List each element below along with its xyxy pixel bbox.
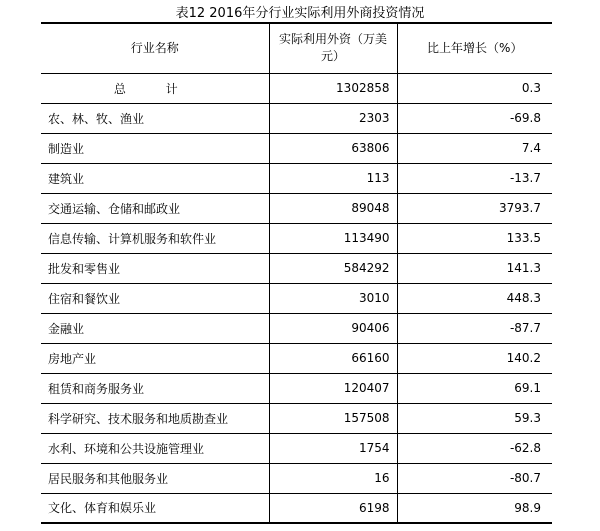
amount-cell: 89048	[269, 193, 397, 223]
amount-cell: 1302858	[269, 73, 397, 103]
growth-cell: -69.8	[397, 103, 552, 133]
industry-cell: 文化、体育和娱乐业	[41, 493, 269, 523]
amount-cell: 584292	[269, 253, 397, 283]
industry-cell: 制造业	[41, 133, 269, 163]
header-row	[41, 23, 552, 73]
table-row	[41, 133, 552, 163]
header-growth: 比上年增长（%）	[397, 23, 552, 73]
amount-cell: 90406	[269, 313, 397, 343]
growth-cell: -80.7	[397, 463, 552, 493]
growth-cell: 59.3	[397, 403, 552, 433]
industry-cell: 农、林、牧、渔业	[41, 103, 269, 133]
growth-cell: 98.9	[397, 493, 552, 523]
industry-cell: 批发和零售业	[41, 253, 269, 283]
amount-cell: 66160	[269, 343, 397, 373]
growth-cell: -62.8	[397, 433, 552, 463]
industry-cell: 房地产业	[41, 343, 269, 373]
amount-cell: 120407	[269, 373, 397, 403]
industry-cell: 信息传输、计算机服务和软件业	[41, 223, 269, 253]
table-row	[41, 343, 552, 373]
fdi-by-industry-table	[41, 22, 552, 524]
amount-cell: 2303	[269, 103, 397, 133]
amount-cell: 113	[269, 163, 397, 193]
growth-cell: 7.4	[397, 133, 552, 163]
table-row	[41, 313, 552, 343]
table-row	[41, 433, 552, 463]
amount-cell: 6198	[269, 493, 397, 523]
growth-cell: 448.3	[397, 283, 552, 313]
growth-cell: 0.3	[397, 73, 552, 103]
amount-cell: 16	[269, 463, 397, 493]
industry-cell: 总 计	[41, 73, 269, 103]
amount-cell: 3010	[269, 283, 397, 313]
growth-cell: -87.7	[397, 313, 552, 343]
table-row	[41, 73, 552, 103]
table-row	[41, 163, 552, 193]
industry-cell: 居民服务和其他服务业	[41, 463, 269, 493]
table-row	[41, 193, 552, 223]
table-row	[41, 283, 552, 313]
growth-cell: 133.5	[397, 223, 552, 253]
industry-cell: 建筑业	[41, 163, 269, 193]
table-row	[41, 223, 552, 253]
industry-cell: 住宿和餐饮业	[41, 283, 269, 313]
amount-cell: 113490	[269, 223, 397, 253]
industry-cell: 租赁和商务服务业	[41, 373, 269, 403]
table-title: 表12 2016年分行业实际利用外商投资情况	[175, 6, 425, 21]
amount-cell: 157508	[269, 403, 397, 433]
header-amount: 实际利用外资（万美元）	[269, 23, 397, 73]
growth-cell: 141.3	[397, 253, 552, 283]
header-industry: 行业名称	[41, 23, 269, 73]
growth-cell: 3793.7	[397, 193, 552, 223]
industry-cell: 科学研究、技术服务和地质勘查业	[41, 403, 269, 433]
table-row	[41, 253, 552, 283]
industry-cell: 交通运输、仓储和邮政业	[41, 193, 269, 223]
table-row	[41, 493, 552, 523]
growth-cell: 140.2	[397, 343, 552, 373]
industry-cell: 水利、环境和公共设施管理业	[41, 433, 269, 463]
table-row	[41, 373, 552, 403]
growth-cell: -13.7	[397, 163, 552, 193]
table-row	[41, 463, 552, 493]
growth-cell: 69.1	[397, 373, 552, 403]
amount-cell: 1754	[269, 433, 397, 463]
amount-cell: 63806	[269, 133, 397, 163]
table-row	[41, 403, 552, 433]
industry-cell: 金融业	[41, 313, 269, 343]
table-row	[41, 103, 552, 133]
